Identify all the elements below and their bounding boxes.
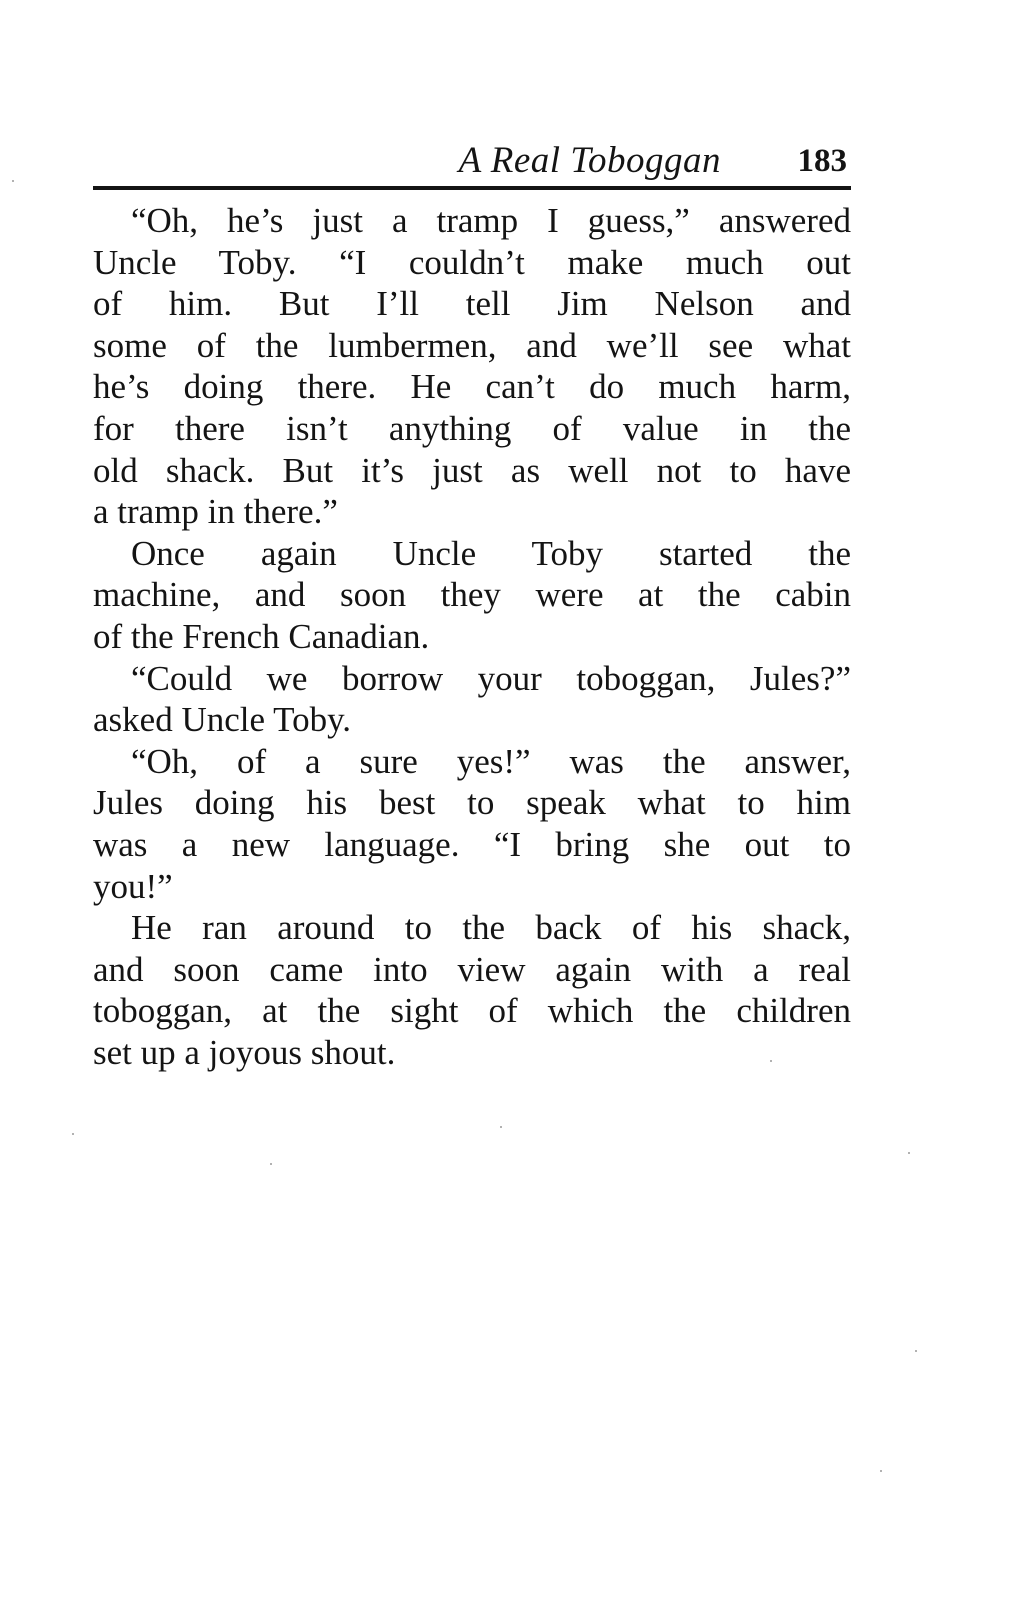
scan-speck [908, 1152, 910, 1154]
page-number: 183 [797, 143, 847, 179]
scan-speck [72, 1133, 74, 1135]
text-line: machine, and soon they were at the cabin [93, 575, 851, 615]
running-head [93, 138, 851, 184]
text-line: for there isn’t anything of value in the [93, 408, 851, 448]
text-line: set up a joyous shout. [93, 1032, 396, 1072]
scan-speck [915, 1350, 917, 1352]
text-line: Uncle Toby. “I couldn’t make much out [93, 242, 851, 282]
scan-speck [500, 1126, 502, 1128]
scan-speck [770, 1060, 772, 1062]
text-line: asked Uncle Toby. [93, 700, 352, 740]
text-line: Jules doing his best to speak what to him [93, 783, 851, 823]
text-line: He ran around to the back of his shack, [131, 908, 851, 948]
text-line: you!” [93, 866, 173, 906]
text-line: he’s doing there. He can’t do much harm, [93, 367, 851, 407]
text-line: some of the lumbermen, and we’ll see what [93, 325, 851, 365]
text-line: “Oh, he’s just a tramp I guess,” answered [131, 201, 851, 240]
text-line: “Oh, of a sure yes!” was the answer, [131, 741, 851, 781]
text-line: and soon came into view again with a real [93, 949, 851, 989]
text-line: toboggan, at the sight of which the children [93, 991, 851, 1031]
scan-speck [270, 1163, 272, 1165]
text-line: a tramp in there.” [93, 492, 338, 532]
text-line: “Could we borrow your toboggan, Jules?” [131, 658, 851, 698]
text-line: was a new language. “I bring she out to [93, 824, 851, 864]
text-line: old shack. But it’s just as well not to have [93, 450, 851, 490]
scan-speck [880, 1470, 882, 1472]
text-line: of the French Canadian. [93, 616, 430, 656]
header-rule [93, 186, 851, 190]
text-line: Once again Uncle Toby started the [131, 533, 851, 573]
body-text [93, 200, 851, 1073]
scan-speck [12, 180, 14, 182]
text-line: of him. But I’ll tell Jim Nelson and [93, 284, 851, 324]
running-title: A Real Toboggan [458, 140, 721, 181]
